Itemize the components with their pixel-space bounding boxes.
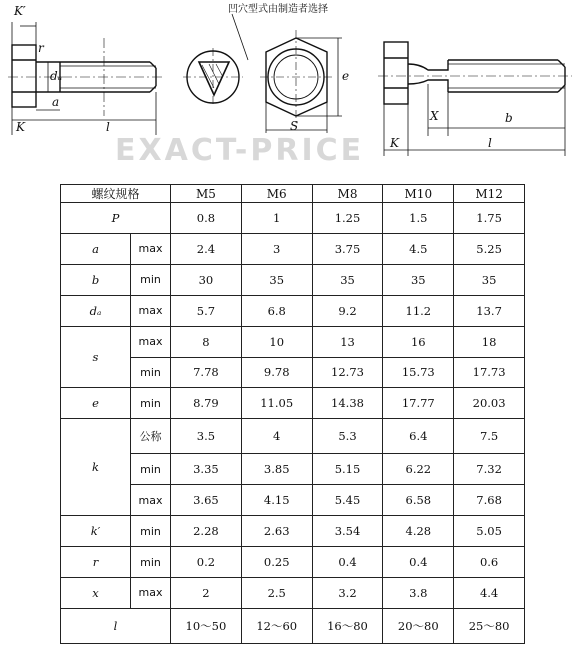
table-cell: 0.4 [383,547,454,578]
row-symbol: b [61,264,131,295]
bolt-drawing [0,0,580,180]
table-cell: 5.3 [312,419,383,454]
table-cell: 3.8 [383,578,454,609]
table-cell: 5.05 [454,516,525,547]
table-cell: 8 [171,326,242,357]
row-symbol: k′ [61,516,131,547]
table-cell: 14.38 [312,388,383,419]
table-row [61,516,525,547]
row-limit: min [131,516,171,547]
table-cell: 20.03 [454,388,525,419]
header-size: M8 [312,185,383,203]
table-cell: 8.79 [171,388,242,419]
table-cell: 2.63 [241,516,312,547]
table-cell: 5.45 [312,485,383,516]
table-cell: 30 [171,264,242,295]
label-k-prime: K′ [14,4,26,18]
label-s: S [290,119,299,133]
table-cell: 3.35 [171,454,242,485]
table-cell: 7.78 [171,357,242,388]
table-cell: 16～80 [312,608,383,643]
row-limit: min [131,454,171,485]
table-cell: 4.5 [383,233,454,264]
table-row [61,295,525,326]
table-cell: 35 [312,264,383,295]
table-cell: 1 [241,203,312,234]
table-cell: 4.28 [383,516,454,547]
header-size: M12 [454,185,525,203]
row-limit: max [131,578,171,609]
label-k-left: K [16,120,25,134]
table-cell: 20～80 [383,608,454,643]
row-symbol: l [61,608,171,643]
table-cell: 18 [454,326,525,357]
row-symbol: r [61,547,131,578]
table-cell: 0.4 [312,547,383,578]
table-cell: 2.28 [171,516,242,547]
table-row [61,547,525,578]
table-cell: 4.15 [241,485,312,516]
row-limit: min [131,547,171,578]
row-symbol: x [61,578,131,609]
table-cell: 3.75 [312,233,383,264]
table-cell: 9.78 [241,357,312,388]
table-cell: 7.32 [454,454,525,485]
table-cell: 2.5 [241,578,312,609]
row-symbol: k [61,419,131,516]
table-cell: 3.85 [241,454,312,485]
table-cell: 35 [454,264,525,295]
table-cell: 3.65 [171,485,242,516]
table-cell: 0.25 [241,547,312,578]
label-a: a [52,95,60,109]
table-cell: 25～80 [454,608,525,643]
recess-section-view [183,48,243,106]
header-thread-spec: 螺纹规格 [61,185,171,203]
table-cell: 0.6 [454,547,525,578]
table-cell: 0.8 [171,203,242,234]
row-symbol: e [61,388,131,419]
header-size: M6 [241,185,312,203]
table-cell: 1.75 [454,203,525,234]
table-header-row [61,185,525,203]
bolt-drawing-svg [0,0,580,180]
table-cell: 11.2 [383,295,454,326]
bolt-full-view [378,42,572,156]
table-cell: 13 [312,326,383,357]
label-r: r [38,41,44,55]
table-cell: 5.15 [312,454,383,485]
row-limit: max [131,326,171,357]
table-cell: 10 [241,326,312,357]
table-row [61,419,525,454]
row-limit: min [131,388,171,419]
table-cell: 1.5 [383,203,454,234]
table-row [61,454,525,485]
table-cell: 7.68 [454,485,525,516]
row-limit: max [131,233,171,264]
table-cell: 12～60 [241,608,312,643]
table-cell: 1.25 [312,203,383,234]
table-row [61,203,525,234]
spec-table [60,184,525,644]
table-cell: 6.4 [383,419,454,454]
row-symbol: a [61,233,131,264]
table-cell: 35 [383,264,454,295]
row-limit: max [131,485,171,516]
label-k-right: K [390,136,399,150]
label-e: e [342,69,350,83]
row-limit: min [131,264,171,295]
table-cell: 9.2 [312,295,383,326]
table-cell: 35 [241,264,312,295]
recess-note: 凹穴型式由制造者选择 [228,4,328,15]
row-limit: min [131,357,171,388]
row-symbol: s [61,326,131,388]
table-cell: 17.73 [454,357,525,388]
table-row [61,357,525,388]
table-row [61,388,525,419]
row-symbol: dₐ [61,295,131,326]
table-cell: 5.7 [171,295,242,326]
table-cell: 3.54 [312,516,383,547]
table-row [61,578,525,609]
table-cell: 5.25 [454,233,525,264]
table-row [61,485,525,516]
table-cell: 10～50 [171,608,242,643]
table-cell: 12.73 [312,357,383,388]
table-row [61,233,525,264]
table-cell: 11.05 [241,388,312,419]
bolt-side-view [8,22,165,135]
table-cell: 6.58 [383,485,454,516]
table-row [61,608,525,643]
header-size: M10 [383,185,454,203]
table-cell: 4.4 [454,578,525,609]
hex-end-view [232,14,342,133]
table-row [61,264,525,295]
table-cell: 2 [171,578,242,609]
table-cell: 6.22 [383,454,454,485]
table-cell: 17.77 [383,388,454,419]
table-cell: 3.2 [312,578,383,609]
table-cell: 2.4 [171,233,242,264]
label-da: dₐ [50,69,63,83]
header-size: M5 [171,185,242,203]
row-limit: 公称 [131,419,171,454]
table-cell: 16 [383,326,454,357]
table-cell: 15.73 [383,357,454,388]
table-cell: 6.8 [241,295,312,326]
label-b: b [505,111,513,125]
label-l-left: l [106,120,110,134]
row-symbol: P [61,203,171,234]
table-cell: 3 [241,233,312,264]
table-row [61,326,525,357]
table-cell: 4 [241,419,312,454]
table-cell: 7.5 [454,419,525,454]
table-cell: 3.5 [171,419,242,454]
watermark: EXACT-PRICE [115,133,365,168]
table-cell: 0.2 [171,547,242,578]
row-limit: max [131,295,171,326]
label-x: X [430,109,439,123]
label-l-right: l [488,136,492,150]
table-cell: 13.7 [454,295,525,326]
